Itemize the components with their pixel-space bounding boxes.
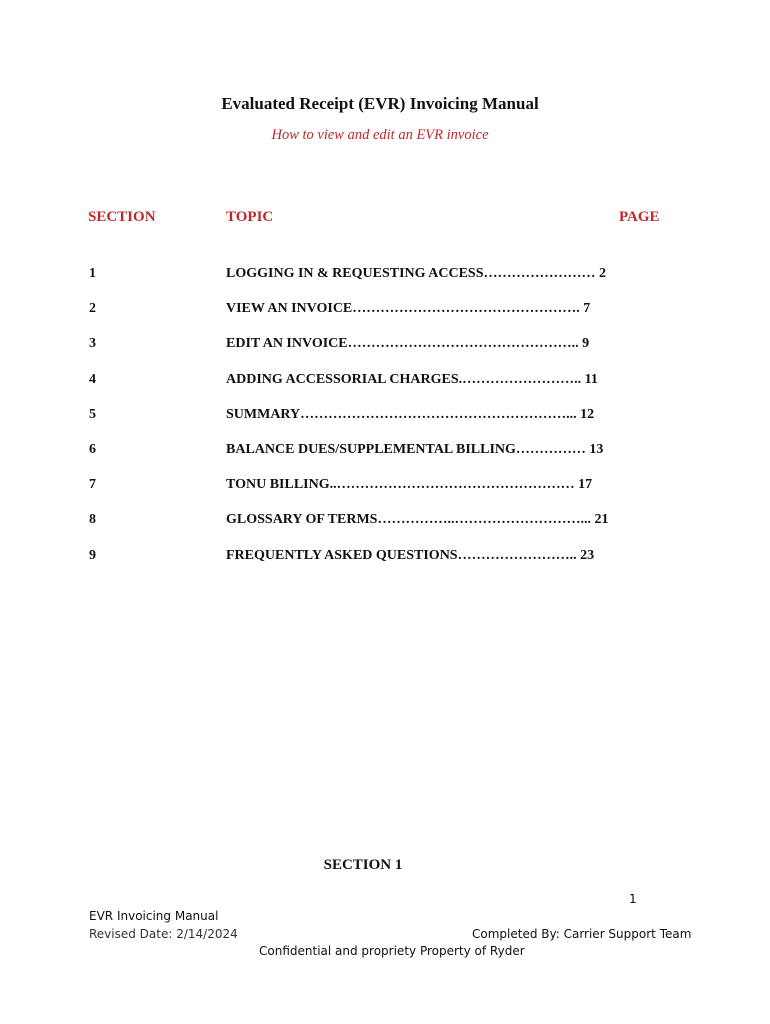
table-of-contents — [0, 266, 770, 583]
toc-section-number: 2 — [89, 301, 96, 317]
footer-completed-by: Completed By: Carrier Support Team — [472, 927, 692, 941]
toc-row — [0, 266, 770, 301]
toc-row — [0, 301, 770, 336]
toc-section-number: 3 — [89, 336, 96, 352]
section-heading: SECTION 1 — [323, 857, 403, 873]
toc-row — [0, 372, 770, 407]
toc-row — [0, 512, 770, 547]
footer-confidential: Confidential and propriety Property of Ryder — [259, 944, 525, 958]
toc-row — [0, 442, 770, 477]
toc-entry: EDIT AN INVOICE………………………………………….. 9 — [226, 336, 590, 352]
toc-section-number: 6 — [89, 441, 96, 457]
document-title: Evaluated Receipt (EVR) Invoicing Manual — [221, 94, 539, 113]
page-number: 1 — [629, 892, 637, 906]
toc-row — [0, 477, 770, 512]
toc-row — [0, 548, 770, 583]
toc-header-topic: TOPIC — [226, 209, 274, 225]
toc-entry: BALANCE DUES/SUPPLEMENTAL BILLING…………… 13 — [226, 441, 604, 457]
footer-manual-name: EVR Invoicing Manual — [89, 909, 219, 923]
toc-section-number: 8 — [89, 512, 96, 528]
toc-entry: ADDING ACCESSORIAL CHARGES.…………………….. 11 — [226, 371, 598, 387]
toc-entry: LOGGING IN & REQUESTING ACCESS…………………… 2 — [226, 266, 607, 281]
toc-entry: SUMMARY…………………………………………………... 12 — [226, 406, 595, 422]
toc-section-number: 5 — [89, 406, 96, 422]
toc-section-number: 1 — [89, 266, 96, 281]
toc-row — [0, 336, 770, 371]
toc-section-number: 4 — [89, 371, 96, 387]
toc-section-number: 9 — [89, 547, 96, 563]
toc-header-page: PAGE — [619, 209, 660, 225]
toc-entry: FREQUENTLY ASKED QUESTIONS…………………….. 23 — [226, 547, 595, 563]
footer-revised-date: Revised Date: 2/14/2024 — [89, 927, 238, 941]
toc-entry: VIEW AN INVOICE…………………………………………. 7 — [226, 301, 591, 317]
toc-entry: GLOSSARY OF TERMS……………..………………………... 21 — [226, 512, 609, 528]
toc-row — [0, 407, 770, 442]
toc-entry: TONU BILLING..…………………………………………… 17 — [226, 477, 593, 493]
toc-section-number: 7 — [89, 477, 96, 493]
document-subtitle: How to view and edit an EVR invoice — [271, 127, 489, 143]
toc-header-section: SECTION — [88, 209, 156, 225]
